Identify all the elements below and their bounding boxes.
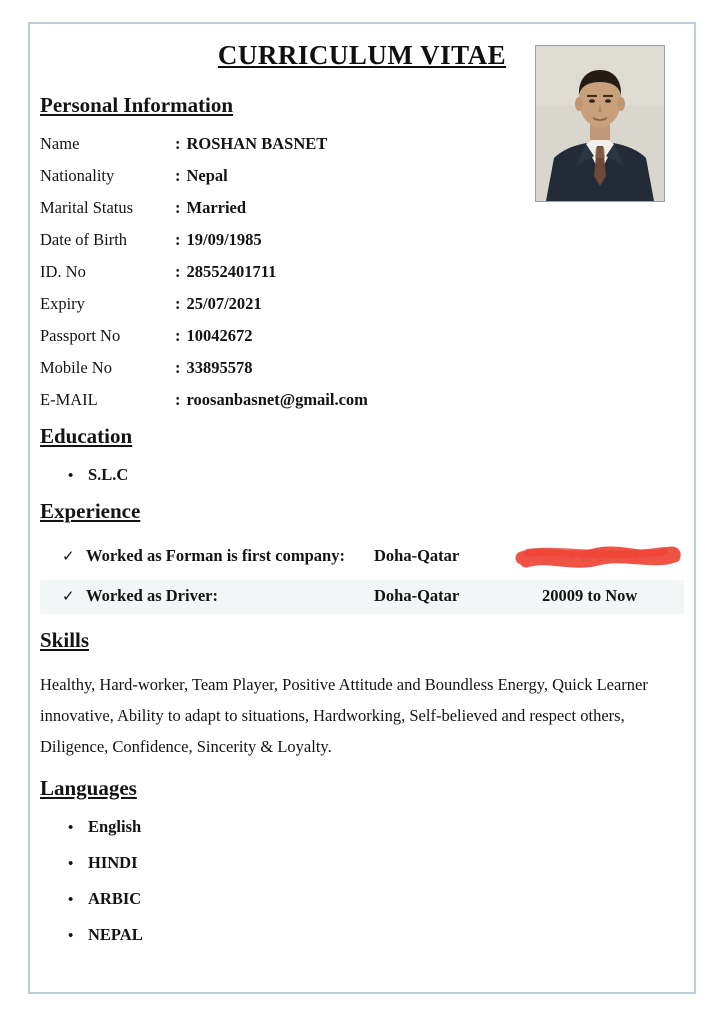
field-value	[175, 326, 253, 346]
checkmark-icon: ✓	[62, 549, 75, 565]
section-heading-skills: Skills	[40, 628, 90, 652]
separator: :	[175, 358, 181, 377]
experience-row-forman	[40, 540, 684, 574]
field-row-email	[40, 390, 684, 410]
experience-title: Worked as Forman is first company:	[86, 546, 345, 565]
list-item-language-nepal	[68, 925, 684, 945]
field-label: Expiry	[40, 294, 85, 313]
separator: :	[175, 294, 181, 313]
list-item-education	[68, 465, 684, 485]
list-item-language-english	[68, 817, 684, 837]
list-item-language-hindi	[68, 853, 684, 873]
field-value	[175, 230, 262, 250]
bullet-icon: •	[68, 928, 74, 944]
list-item-language-arbic	[68, 889, 684, 909]
field-value-text: ROSHAN BASNET	[186, 134, 328, 153]
field-label: Nationality	[40, 166, 115, 185]
section-heading-languages: Languages	[40, 776, 137, 800]
field-value	[175, 198, 246, 218]
bullet-icon: •	[68, 856, 74, 872]
field-value	[175, 262, 276, 282]
field-value	[175, 358, 253, 378]
page-title: CURRICULUM VITAE	[217, 40, 507, 70]
field-label: Marital Status	[40, 198, 134, 217]
language-item-text: ARBIC	[88, 889, 142, 908]
field-row-date-of-birth	[40, 230, 684, 250]
field-value	[175, 166, 228, 186]
experience-period	[542, 546, 684, 568]
languages-list	[40, 817, 684, 945]
bullet-icon: •	[68, 468, 74, 484]
education-item-text: S.L.C	[88, 465, 129, 484]
field-row-mobile-no	[40, 358, 684, 378]
field-value-text: 33895578	[186, 358, 253, 377]
experience-location: Doha-Qatar	[374, 586, 460, 605]
separator: :	[175, 262, 181, 281]
field-row-nationality	[40, 166, 684, 186]
separator: :	[175, 326, 181, 345]
field-label: Date of Birth	[40, 230, 128, 249]
red-scribble	[514, 538, 682, 572]
language-item-text: HINDI	[88, 853, 138, 872]
field-row-name	[40, 134, 684, 154]
field-value-text: Married	[186, 198, 247, 217]
section-heading-personal-information: Personal Information	[40, 93, 234, 117]
experience-location: Doha-Qatar	[374, 546, 460, 565]
field-value	[175, 390, 368, 410]
cv-content	[40, 40, 684, 961]
field-label: Passport No	[40, 326, 121, 345]
field-row-expiry	[40, 294, 684, 314]
field-value-text: 25/07/2021	[186, 294, 262, 313]
separator: :	[175, 390, 181, 409]
field-value-text: Nepal	[186, 166, 228, 185]
bullet-icon: •	[68, 820, 74, 836]
field-value-text: 10042672	[186, 326, 253, 345]
experience-title: Worked as Driver:	[86, 586, 218, 605]
skills-paragraph: Healthy, Hard-worker, Team Player, Positive Attitude and Boundless Energy, Quick Learner innovative, Ability to adapt to situations, Hardworking, Self-believed and respect others, Diligence, Confidence, Sincerity & Loyalty.	[40, 675, 648, 756]
experience-list	[40, 540, 684, 614]
checkmark-icon: ✓	[62, 589, 75, 605]
language-item-text: NEPAL	[88, 925, 143, 944]
field-value	[175, 294, 262, 314]
field-value-text: 19/09/1985	[186, 230, 262, 249]
field-value-text: roosanbasnet@gmail.com	[186, 390, 368, 409]
section-heading-education: Education	[40, 424, 133, 448]
language-item-text: English	[88, 817, 142, 836]
experience-period-text: 20009 to Now	[542, 586, 638, 605]
field-value	[175, 134, 327, 154]
separator: :	[175, 230, 181, 249]
field-value-text: 28552401711	[186, 262, 277, 281]
field-row-marital-status	[40, 198, 684, 218]
field-label: ID. No	[40, 262, 86, 281]
separator: :	[175, 134, 181, 153]
field-label: E-MAIL	[40, 390, 98, 409]
separator: :	[175, 166, 181, 185]
field-row-id-no	[40, 262, 684, 282]
field-label: Name	[40, 134, 80, 153]
experience-period-text: 2004 to 20009	[542, 546, 639, 565]
separator: :	[175, 198, 181, 217]
field-label: Mobile No	[40, 358, 112, 377]
experience-row-driver	[40, 580, 684, 614]
field-row-passport-no	[40, 326, 684, 346]
bullet-icon: •	[68, 892, 74, 908]
personal-info-fields	[40, 134, 684, 410]
education-list	[40, 465, 684, 485]
section-heading-experience: Experience	[40, 499, 141, 523]
experience-period	[542, 586, 684, 608]
